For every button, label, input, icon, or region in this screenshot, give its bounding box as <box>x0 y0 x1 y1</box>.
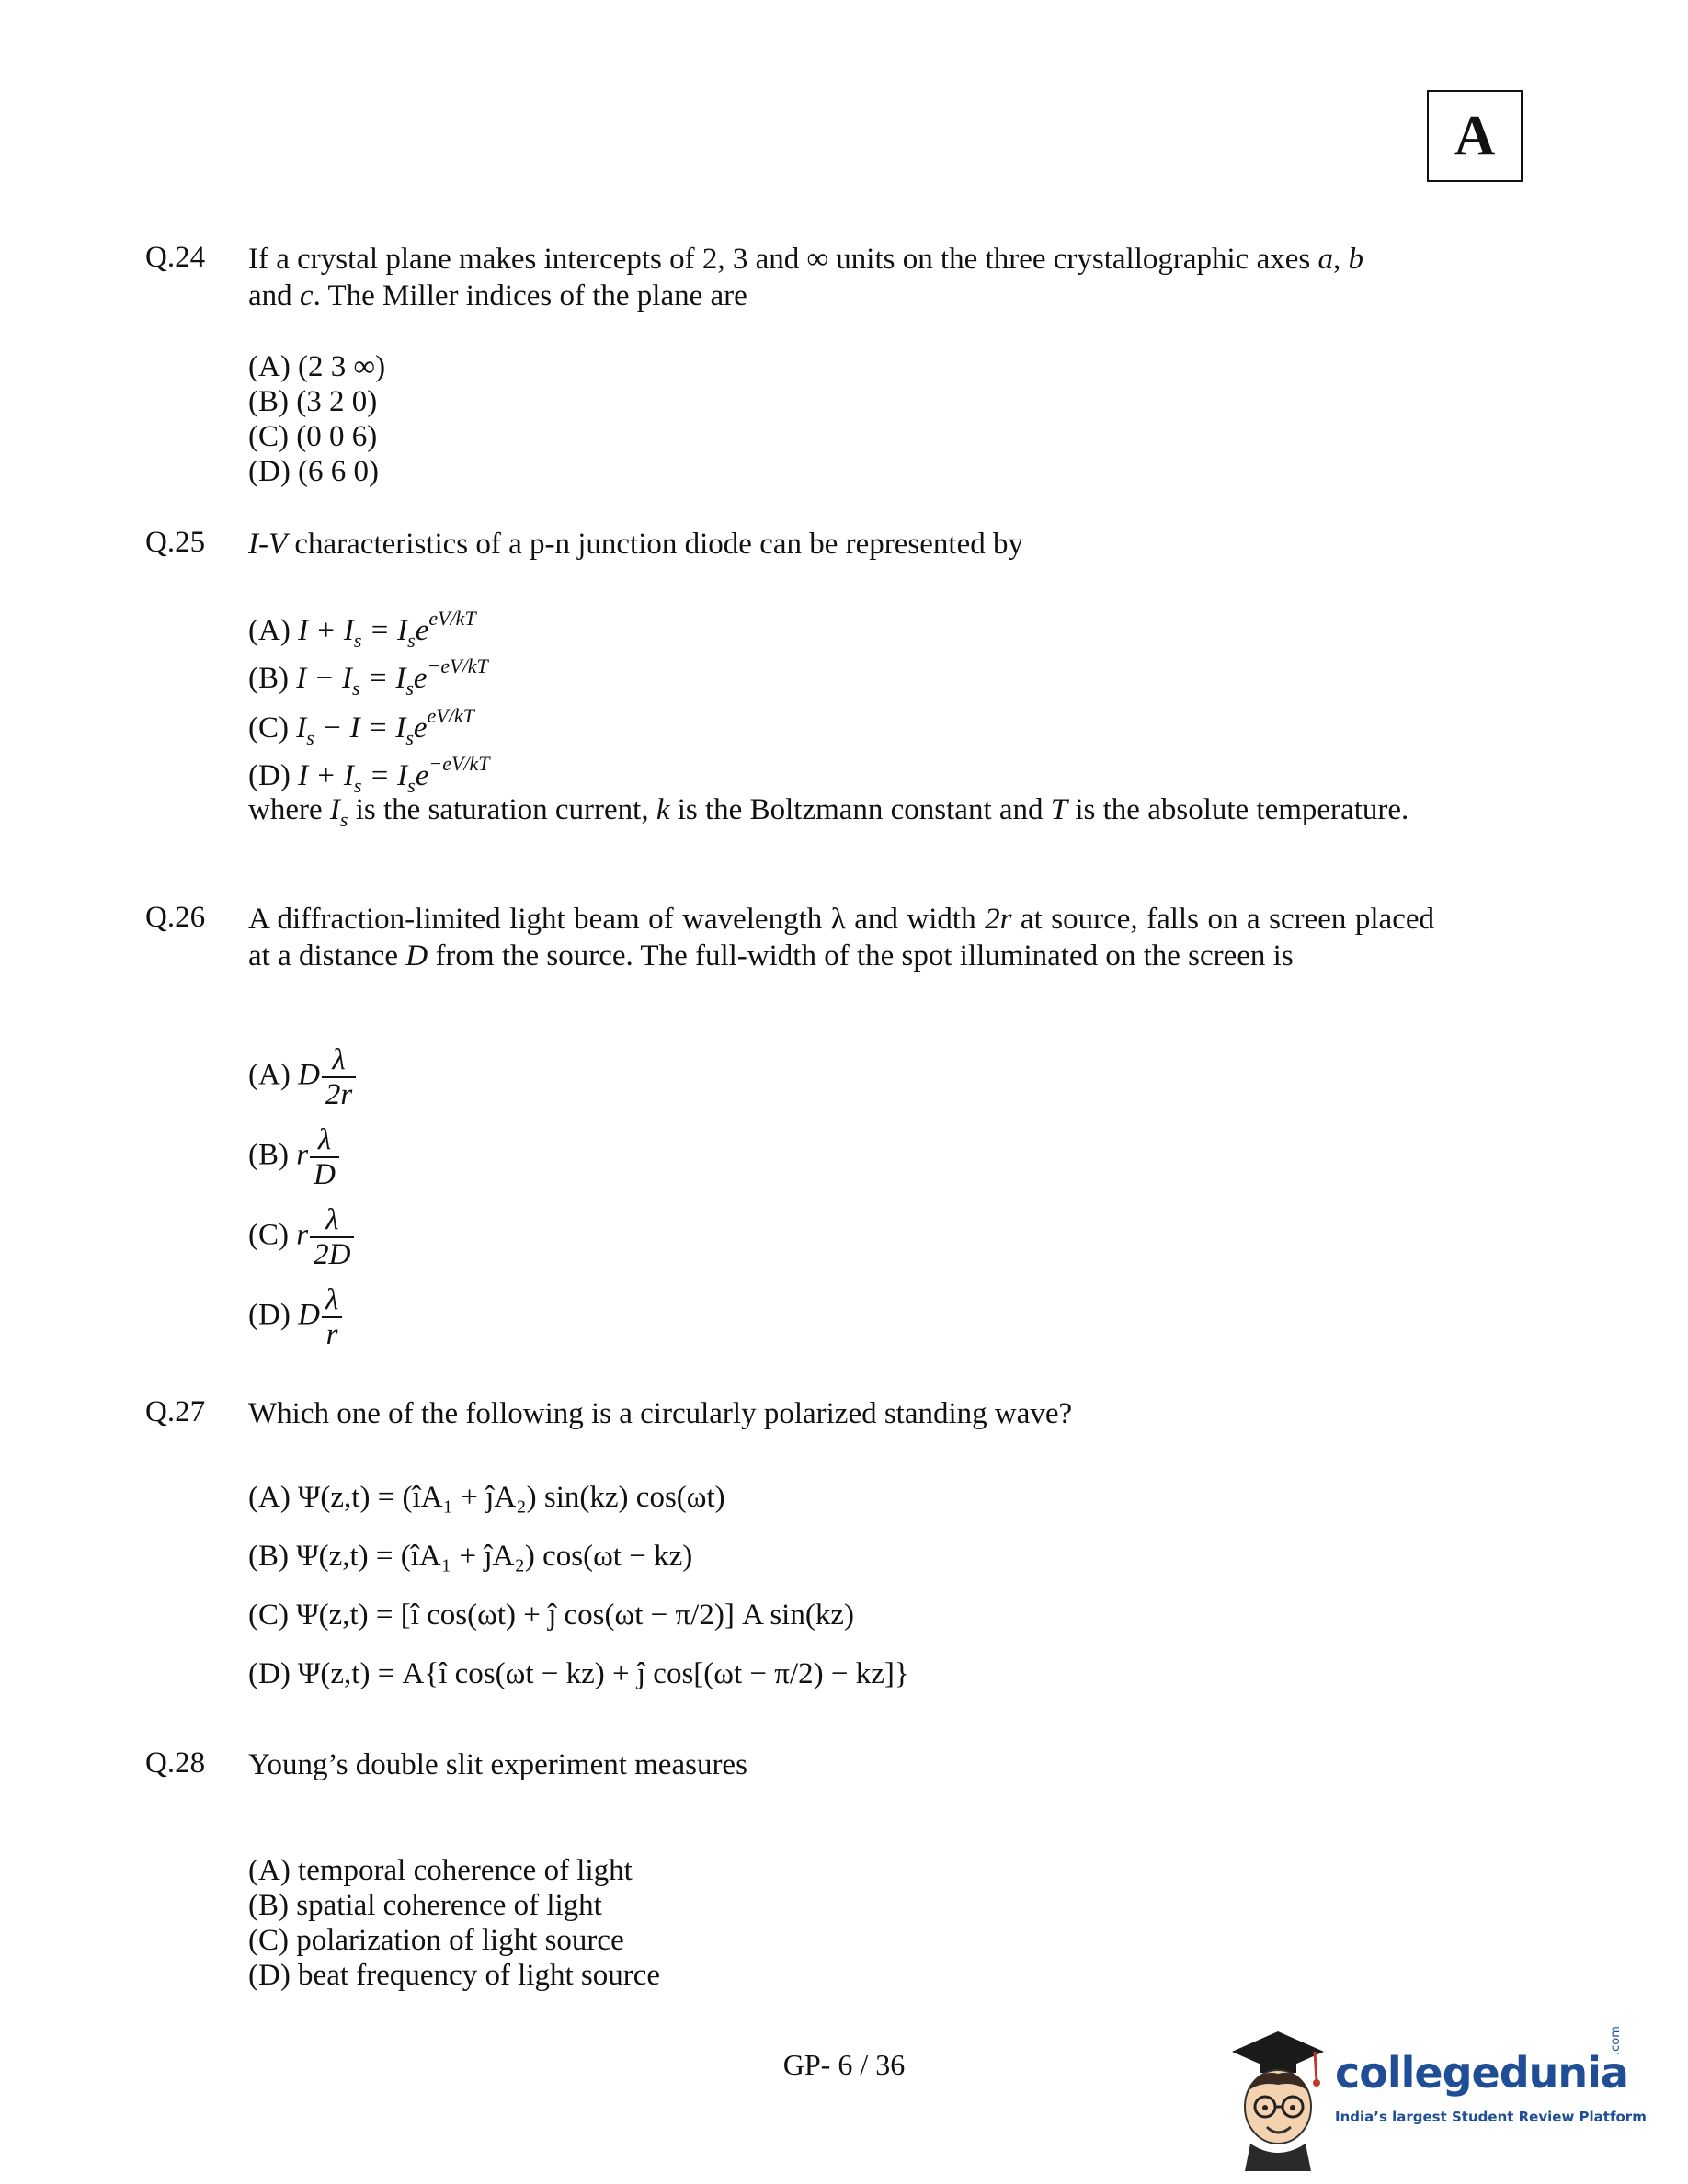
question-text-28: Young’s double slit experiment measures <box>248 1748 747 1781</box>
brand-name: collegedunia <box>1335 2048 1628 2098</box>
option-26-c: (C) r $\frac{\lambda}{2D}$ <box>248 1203 354 1271</box>
question-number-26: Q.26 <box>145 901 206 934</box>
brand-domain: .com <box>1609 2026 1623 2055</box>
question-number-25: Q.25 <box>145 526 206 559</box>
question-text-26: A diffraction-limited light beam of wavelength λ and width 2r at source, falls on a screen placed at a distance D from the source. The full-width of the spot illuminated on the screen is <box>248 903 1434 973</box>
option-25-a: (A) $I + I_s = I_se^{eV/kT}$ <box>248 607 476 652</box>
fraction: $\frac{\lambda}{r}$ <box>322 1283 342 1351</box>
fraction: $\frac{\lambda}{2D}$ <box>310 1203 354 1271</box>
option-28-a: (A) temporal coherence of light <box>248 1854 633 1887</box>
question-text-24: If a crystal plane makes intercepts of 2, 3 and ∞ units on the three crystallographic axes a, b and c. The Miller indices of the plane are <box>248 243 1363 313</box>
question-text-27: Which one of the following is a circularly polarized standing wave? <box>248 1397 1073 1430</box>
page-number: GP- 6 / 36 <box>782 2048 906 2081</box>
option-25-c: (C) $I_s - I = I_se^{eV/kT}$ <box>248 704 474 749</box>
option-24-a: (A) (2 3 ∞) <box>248 350 386 383</box>
option-27-a: (A) Ψ(z,t) = (îA₁ + ĵA₂) sin(kz) cos(ωt) <box>248 1481 725 1514</box>
option-24-d: (D) (6 6 0) <box>248 455 380 488</box>
option-26-d: (D) D $\frac{\lambda}{r}$ <box>248 1283 342 1351</box>
option-28-b: (B) spatial coherence of light <box>248 1889 602 1922</box>
question-text-25: I-V characteristics of a p-n junction diode can be represented by <box>248 528 1023 561</box>
question-number-24: Q.24 <box>145 241 206 274</box>
fraction: $\frac{\lambda}{D}$ <box>310 1123 339 1191</box>
option-26-b: (B) r $\frac{\lambda}{D}$ <box>248 1123 339 1191</box>
option-27-b: (B) Ψ(z,t) = (îA₁ + ĵA₂) cos(ωt − kz) <box>248 1540 693 1573</box>
option-28-c: (C) polarization of light source <box>248 1924 624 1957</box>
option-25-d: (D) $I + I_s = I_se^{-eV/kT}$ <box>248 752 490 797</box>
option-24-c: (C) (0 0 6) <box>248 420 378 453</box>
option-27-c: (C) Ψ(z,t) = [î cos(ωt) + ĵ cos(ωt − π/2)] A sin(kz) <box>248 1598 854 1632</box>
option-24-b: (B) (3 2 0) <box>248 385 378 418</box>
set-label-box <box>1427 90 1523 182</box>
fraction: $\frac{\lambda}{2r}$ <box>322 1043 356 1111</box>
set-label: A <box>1454 104 1496 167</box>
mascot-icon <box>1223 2015 1333 2171</box>
question-number-28: Q.28 <box>145 1746 206 1780</box>
option-26-a: (A) D $\frac{\lambda}{2r}$ <box>248 1043 356 1111</box>
question-25-where-note: where $I_s$ is the saturation current, k is the Boltzmann constant and T is the absolute temperature. <box>248 793 1409 831</box>
option-28-d: (D) beat frequency of light source <box>248 1959 661 1992</box>
brand-tagline: India’s largest Student Review Platform <box>1335 2109 1647 2125</box>
option-25-b: (B) $I - I_s = I_se^{-eV/kT}$ <box>248 654 488 700</box>
option-27-d: (D) Ψ(z,t) = A{î cos(ωt − kz) + ĵ cos[(ωt − π/2) − kz]} <box>248 1657 909 1690</box>
question-number-27: Q.27 <box>145 1395 206 1428</box>
